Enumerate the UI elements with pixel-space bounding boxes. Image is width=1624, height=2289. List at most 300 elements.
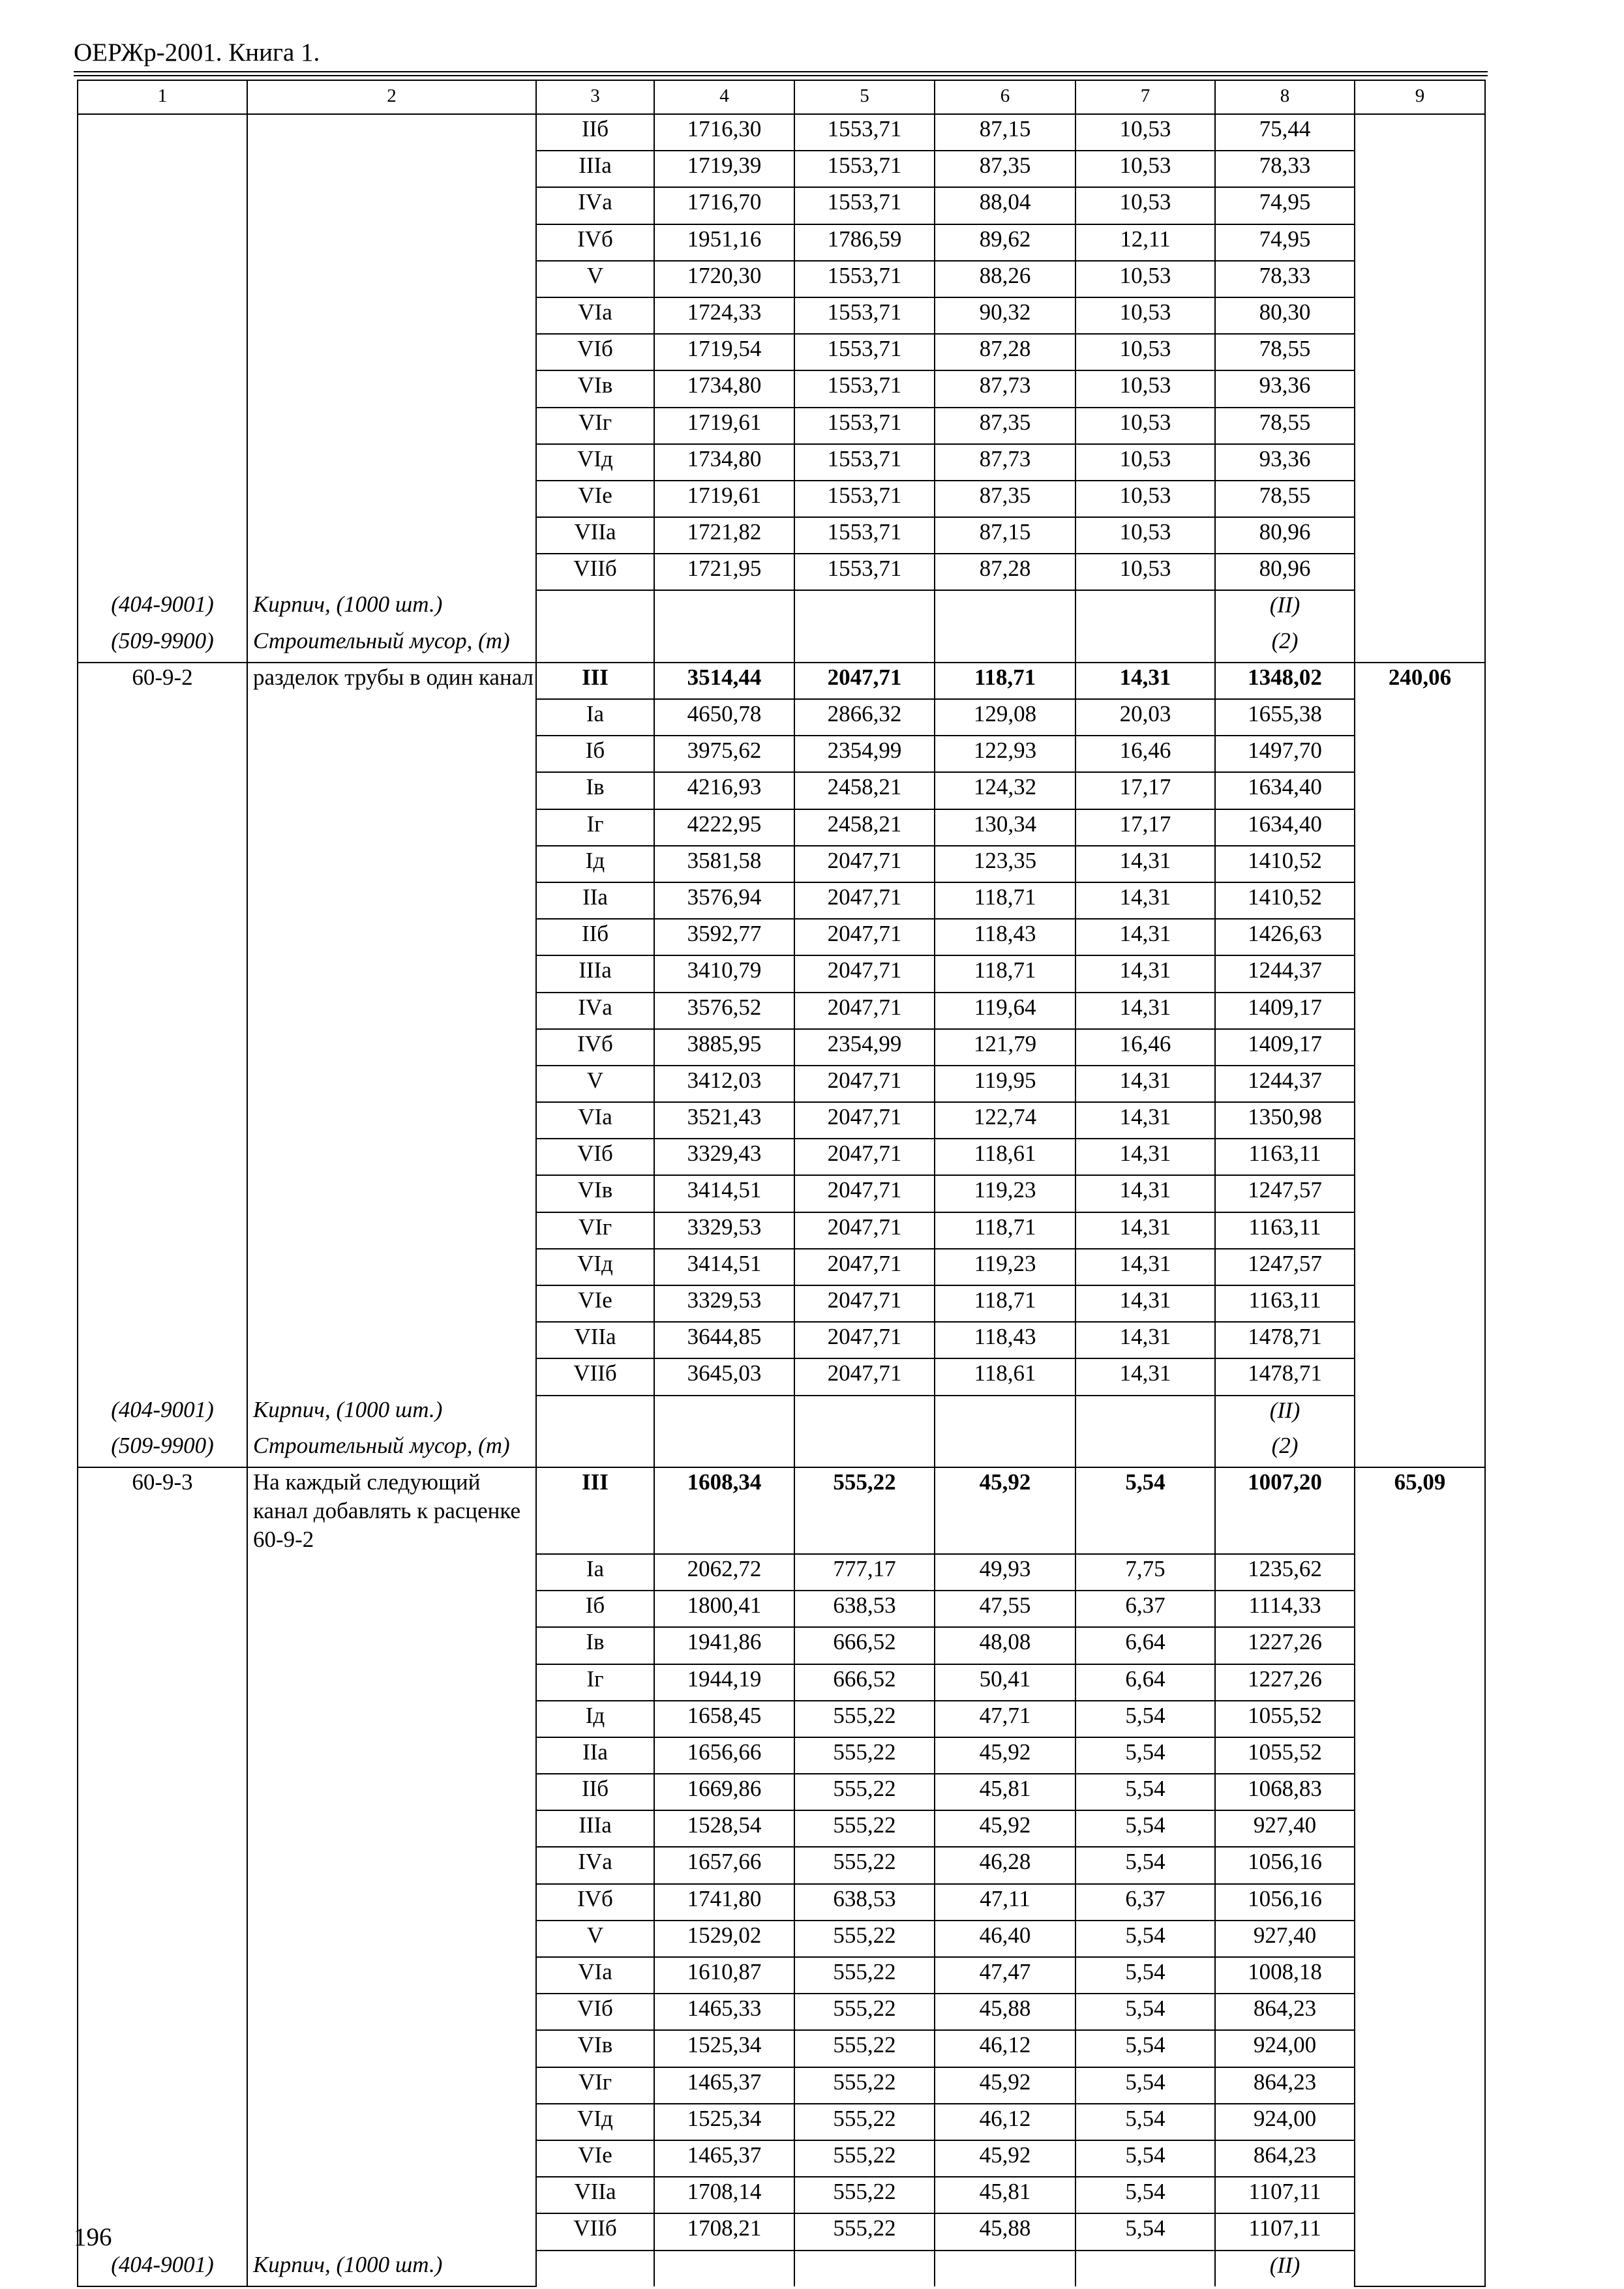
rate-row	[78, 993, 1485, 1029]
machine-cost: 49,93	[935, 1554, 1075, 1591]
zone-code: VIIа	[536, 517, 654, 554]
machinist-wage: 14,31	[1075, 1322, 1215, 1358]
direct-cost: 4222,95	[654, 809, 794, 846]
work-description	[247, 187, 536, 224]
labor-cost: 1553,71	[794, 554, 935, 590]
rate-row	[78, 2104, 1485, 2140]
machine-cost: 89,62	[935, 224, 1075, 261]
machinist-wage: 14,31	[1075, 1212, 1215, 1249]
rate-code	[78, 1249, 247, 1285]
work-description	[247, 1285, 536, 1322]
machine-cost: 47,11	[935, 1884, 1075, 1921]
labor-hours	[1355, 1285, 1485, 1322]
labor-cost: 2354,99	[794, 1029, 935, 1066]
rate-row	[78, 1212, 1485, 1249]
machinist-wage: 12,11	[1075, 224, 1215, 261]
labor-hours	[1355, 1774, 1485, 1810]
resource-code: (404-9001)	[78, 2251, 247, 2286]
machine-cost: 87,15	[935, 517, 1075, 554]
labor-hours	[1355, 370, 1485, 407]
rate-code	[78, 699, 247, 736]
machine-cost: 87,73	[935, 370, 1075, 407]
zone-code: IVб	[536, 1029, 654, 1066]
empty-cell	[935, 1396, 1075, 1431]
empty-cell	[654, 590, 794, 626]
material-cost: 75,44	[1215, 114, 1355, 151]
zone-code: IIб	[536, 1774, 654, 1810]
direct-cost: 1658,45	[654, 1701, 794, 1737]
zone-code: IVа	[536, 993, 654, 1029]
machine-cost: 118,61	[935, 1358, 1075, 1395]
material-cost: 74,95	[1215, 187, 1355, 224]
labor-cost: 1553,71	[794, 481, 935, 517]
column-number: 2	[247, 80, 536, 114]
rate-row	[78, 846, 1485, 882]
direct-cost: 1741,80	[654, 1884, 794, 1921]
rate-code	[78, 1884, 247, 1921]
rate-code	[78, 370, 247, 407]
resource-row	[78, 1431, 1485, 1467]
zone-code: Iд	[536, 1701, 654, 1737]
zone-code: IIIа	[536, 955, 654, 992]
zone-code: VIв	[536, 2030, 654, 2067]
work-description: На каждый следующий канал добавлять к расценке 60-9-2	[247, 1467, 536, 1554]
zone-code: IIа	[536, 882, 654, 919]
direct-cost: 3592,77	[654, 919, 794, 955]
material-cost: 1107,11	[1215, 2213, 1355, 2250]
empty-cell	[794, 1396, 935, 1431]
machine-cost: 45,92	[935, 2067, 1075, 2104]
empty-cell	[794, 1431, 935, 1467]
rate-row	[78, 1467, 1485, 1554]
labor-hours	[1355, 187, 1485, 224]
work-description	[247, 408, 536, 444]
empty-cell	[654, 1396, 794, 1431]
rate-code	[78, 444, 247, 481]
zone-code: IIб	[536, 114, 654, 151]
labor-hours	[1355, 2177, 1485, 2213]
header-rule-top	[74, 71, 1488, 72]
rate-row	[78, 408, 1485, 444]
resource-name: Строительный мусор, (т)	[247, 627, 536, 663]
work-description	[247, 114, 536, 151]
machinist-wage: 14,31	[1075, 1358, 1215, 1395]
direct-cost: 3576,94	[654, 882, 794, 919]
rate-code	[78, 334, 247, 370]
rate-row	[78, 114, 1485, 151]
zone-code: VIIб	[536, 1358, 654, 1395]
rate-code	[78, 1774, 247, 1810]
zone-code: VIа	[536, 1957, 654, 1994]
labor-cost: 2047,71	[794, 1139, 935, 1175]
empty-cell	[654, 627, 794, 663]
machine-cost: 122,93	[935, 736, 1075, 772]
rate-code	[78, 517, 247, 554]
material-cost: 1008,18	[1215, 1957, 1355, 1994]
material-cost: 80,96	[1215, 554, 1355, 590]
machine-cost: 118,71	[935, 1212, 1075, 1249]
labor-hours	[1355, 1847, 1485, 1883]
empty-cell	[1355, 1396, 1485, 1431]
labor-cost: 555,22	[794, 1957, 935, 1994]
empty-cell	[1075, 627, 1215, 663]
machine-cost: 47,55	[935, 1591, 1075, 1627]
column-number: 8	[1215, 80, 1355, 114]
direct-cost: 3329,53	[654, 1212, 794, 1249]
work-description	[247, 1774, 536, 1810]
direct-cost: 1734,80	[654, 370, 794, 407]
material-cost: 924,00	[1215, 2030, 1355, 2067]
empty-cell	[794, 627, 935, 663]
resource-row	[78, 627, 1485, 663]
machinist-wage: 5,54	[1075, 1957, 1215, 1994]
rate-code	[78, 2104, 247, 2140]
work-description	[247, 1884, 536, 1921]
empty-cell	[1355, 627, 1485, 663]
zone-code: Iб	[536, 1591, 654, 1627]
direct-cost: 1944,19	[654, 1664, 794, 1701]
labor-hours	[1355, 2104, 1485, 2140]
rate-code	[78, 1737, 247, 1774]
labor-cost: 2047,71	[794, 1175, 935, 1212]
direct-cost: 1951,16	[654, 224, 794, 261]
column-number: 3	[536, 80, 654, 114]
machinist-wage: 10,53	[1075, 481, 1215, 517]
rate-row	[78, 1249, 1485, 1285]
labor-hours	[1355, 846, 1485, 882]
labor-cost: 2047,71	[794, 1322, 935, 1358]
machine-cost: 50,41	[935, 1664, 1075, 1701]
machine-cost: 87,73	[935, 444, 1075, 481]
labor-hours	[1355, 1554, 1485, 1591]
resource-value: (II)	[1215, 2251, 1355, 2286]
labor-cost: 1553,71	[794, 370, 935, 407]
work-description	[247, 919, 536, 955]
zone-code: IVа	[536, 187, 654, 224]
labor-cost: 555,22	[794, 2067, 935, 2104]
labor-hours	[1355, 1957, 1485, 1994]
rate-row	[78, 919, 1485, 955]
zone-code: IVб	[536, 224, 654, 261]
material-cost: 927,40	[1215, 1810, 1355, 1847]
labor-hours	[1355, 1921, 1485, 1957]
machine-cost: 118,43	[935, 1322, 1075, 1358]
work-description	[247, 809, 536, 846]
work-description	[247, 1139, 536, 1175]
work-description	[247, 1847, 536, 1883]
rate-row	[78, 444, 1485, 481]
rate-code: 60-9-2	[78, 663, 247, 699]
empty-cell	[536, 590, 654, 626]
machine-cost: 45,81	[935, 1774, 1075, 1810]
work-description	[247, 1554, 536, 1591]
rate-row	[78, 370, 1485, 407]
rate-code	[78, 736, 247, 772]
rate-code	[78, 224, 247, 261]
machinist-wage: 5,54	[1075, 1701, 1215, 1737]
resource-row	[78, 1396, 1485, 1431]
work-description	[247, 2104, 536, 2140]
labor-cost: 2047,71	[794, 1285, 935, 1322]
material-cost: 78,33	[1215, 151, 1355, 187]
direct-cost: 3414,51	[654, 1175, 794, 1212]
work-description	[247, 1249, 536, 1285]
empty-cell	[536, 627, 654, 663]
machine-cost: 90,32	[935, 297, 1075, 334]
rate-code	[78, 2177, 247, 2213]
machinist-wage: 10,53	[1075, 444, 1215, 481]
rate-row	[78, 1591, 1485, 1627]
direct-cost: 3975,62	[654, 736, 794, 772]
labor-hours	[1355, 809, 1485, 846]
machinist-wage: 5,54	[1075, 2030, 1215, 2067]
column-number-row	[78, 80, 1485, 114]
empty-cell	[935, 627, 1075, 663]
material-cost: 1007,20	[1215, 1467, 1355, 1554]
direct-cost: 1800,41	[654, 1591, 794, 1627]
work-description	[247, 1921, 536, 1957]
machinist-wage: 5,54	[1075, 1737, 1215, 1774]
rate-code	[78, 1810, 247, 1847]
rate-row	[78, 2213, 1485, 2250]
labor-hours	[1355, 736, 1485, 772]
page-number: 196	[74, 2223, 112, 2251]
labor-cost: 555,22	[794, 1774, 935, 1810]
rate-code	[78, 1994, 247, 2030]
material-cost: 1247,57	[1215, 1175, 1355, 1212]
labor-cost: 638,53	[794, 1591, 935, 1627]
direct-cost: 3581,58	[654, 846, 794, 882]
direct-cost: 1708,21	[654, 2213, 794, 2250]
machine-cost: 88,26	[935, 261, 1075, 297]
material-cost: 1497,70	[1215, 736, 1355, 772]
machine-cost: 47,47	[935, 1957, 1075, 1994]
machine-cost: 46,40	[935, 1921, 1075, 1957]
rate-row	[78, 2030, 1485, 2067]
machinist-wage: 10,53	[1075, 261, 1215, 297]
labor-cost: 555,22	[794, 1467, 935, 1554]
rate-code	[78, 1175, 247, 1212]
rate-row	[78, 1554, 1485, 1591]
rate-row	[78, 1322, 1485, 1358]
column-number: 4	[654, 80, 794, 114]
machinist-wage: 14,31	[1075, 955, 1215, 992]
material-cost: 864,23	[1215, 2067, 1355, 2104]
rate-code	[78, 2140, 247, 2177]
machinist-wage: 10,53	[1075, 187, 1215, 224]
zone-code: VIIб	[536, 554, 654, 590]
rate-row	[78, 187, 1485, 224]
rate-code	[78, 1847, 247, 1883]
zone-code: Iв	[536, 1627, 654, 1664]
work-description	[247, 481, 536, 517]
machinist-wage: 14,31	[1075, 663, 1215, 699]
zone-code: VIе	[536, 1285, 654, 1322]
machinist-wage: 14,31	[1075, 1249, 1215, 1285]
rate-code	[78, 187, 247, 224]
zone-code: VIIа	[536, 1322, 654, 1358]
rate-row	[78, 1957, 1485, 1994]
rate-row	[78, 663, 1485, 699]
resource-name: Кирпич, (1000 шт.)	[247, 2251, 536, 2286]
rate-code: 60-9-3	[78, 1467, 247, 1554]
machine-cost: 118,71	[935, 663, 1075, 699]
machine-cost: 122,74	[935, 1102, 1075, 1139]
rate-row	[78, 1847, 1485, 1883]
rate-code	[78, 1285, 247, 1322]
direct-cost: 1719,54	[654, 334, 794, 370]
rate-code	[78, 772, 247, 809]
material-cost: 864,23	[1215, 2140, 1355, 2177]
work-description	[247, 1358, 536, 1395]
resource-code: (509-9900)	[78, 1431, 247, 1467]
rate-row	[78, 882, 1485, 919]
empty-cell	[794, 590, 935, 626]
work-description	[247, 370, 536, 407]
machinist-wage: 14,31	[1075, 882, 1215, 919]
rate-code	[78, 297, 247, 334]
direct-cost: 3645,03	[654, 1358, 794, 1395]
rate-row	[78, 1737, 1485, 1774]
labor-cost: 666,52	[794, 1627, 935, 1664]
zone-code: Iа	[536, 1554, 654, 1591]
labor-cost: 2458,21	[794, 772, 935, 809]
resource-value: (2)	[1215, 627, 1355, 663]
material-cost: 78,33	[1215, 261, 1355, 297]
column-number: 7	[1075, 80, 1215, 114]
labor-cost: 555,22	[794, 2177, 935, 2213]
labor-hours	[1355, 2140, 1485, 2177]
rate-code	[78, 955, 247, 992]
rate-code	[78, 2067, 247, 2104]
zone-code: VIг	[536, 408, 654, 444]
labor-hours	[1355, 261, 1485, 297]
labor-hours	[1355, 1212, 1485, 1249]
labor-cost: 2047,71	[794, 993, 935, 1029]
empty-cell	[536, 1396, 654, 1431]
labor-cost: 777,17	[794, 1554, 935, 1591]
direct-cost: 1708,14	[654, 2177, 794, 2213]
page-header-title: ОЕРЖр-2001. Книга 1.	[74, 38, 320, 67]
rate-code	[78, 919, 247, 955]
rate-code	[78, 2030, 247, 2067]
rate-row	[78, 1994, 1485, 2030]
work-description	[247, 261, 536, 297]
column-number: 1	[78, 80, 247, 114]
zone-code: IIб	[536, 919, 654, 955]
zone-code: IVб	[536, 1884, 654, 1921]
rate-code	[78, 993, 247, 1029]
rate-row	[78, 699, 1485, 736]
labor-hours	[1355, 1737, 1485, 1774]
material-cost: 1056,16	[1215, 1884, 1355, 1921]
machinist-wage: 16,46	[1075, 1029, 1215, 1066]
empty-cell	[536, 1431, 654, 1467]
work-description	[247, 882, 536, 919]
material-cost: 1634,40	[1215, 809, 1355, 846]
machine-cost: 45,92	[935, 1810, 1075, 1847]
labor-hours	[1355, 297, 1485, 334]
rate-row	[78, 224, 1485, 261]
empty-cell	[794, 2251, 935, 2286]
zone-code: VIв	[536, 370, 654, 407]
labor-hours	[1355, 1701, 1485, 1737]
rate-row	[78, 809, 1485, 846]
labor-cost: 555,22	[794, 1994, 935, 2030]
zone-code: V	[536, 261, 654, 297]
rate-code	[78, 261, 247, 297]
rate-row	[78, 2177, 1485, 2213]
material-cost: 864,23	[1215, 1994, 1355, 2030]
rate-code	[78, 114, 247, 151]
machinist-wage: 5,54	[1075, 2140, 1215, 2177]
material-cost: 1410,52	[1215, 882, 1355, 919]
rate-code	[78, 809, 247, 846]
zone-code: VIа	[536, 297, 654, 334]
machine-cost: 124,32	[935, 772, 1075, 809]
zone-code: VIд	[536, 1249, 654, 1285]
rate-code	[78, 846, 247, 882]
labor-cost: 2047,71	[794, 1066, 935, 1102]
zone-code: VIе	[536, 481, 654, 517]
empty-cell	[1355, 590, 1485, 626]
machinist-wage: 14,31	[1075, 993, 1215, 1029]
machine-cost: 118,43	[935, 919, 1075, 955]
resource-row	[78, 2251, 1485, 2286]
machine-cost: 87,15	[935, 114, 1075, 151]
machinist-wage: 6,37	[1075, 1591, 1215, 1627]
work-description	[247, 1029, 536, 1066]
material-cost: 93,36	[1215, 370, 1355, 407]
labor-hours	[1355, 151, 1485, 187]
labor-hours	[1355, 1591, 1485, 1627]
labor-cost: 555,22	[794, 2140, 935, 2177]
material-cost: 1634,40	[1215, 772, 1355, 809]
empty-cell	[1075, 2251, 1215, 2286]
rates-table	[77, 80, 1486, 2287]
labor-hours	[1355, 882, 1485, 919]
machinist-wage: 10,53	[1075, 554, 1215, 590]
labor-hours	[1355, 1029, 1485, 1066]
labor-hours	[1355, 1322, 1485, 1358]
machinist-wage: 10,53	[1075, 408, 1215, 444]
rate-row	[78, 1029, 1485, 1066]
zone-code: VIIа	[536, 2177, 654, 2213]
machine-cost: 118,71	[935, 882, 1075, 919]
work-description	[247, 1175, 536, 1212]
material-cost: 1055,52	[1215, 1701, 1355, 1737]
rate-code	[78, 1921, 247, 1957]
direct-cost: 3414,51	[654, 1249, 794, 1285]
zone-code: VIд	[536, 2104, 654, 2140]
direct-cost: 1719,39	[654, 151, 794, 187]
resource-name: Кирпич, (1000 шт.)	[247, 1396, 536, 1431]
direct-cost: 1465,33	[654, 1994, 794, 2030]
labor-cost: 1553,71	[794, 334, 935, 370]
material-cost: 1055,52	[1215, 1737, 1355, 1774]
work-description	[247, 1066, 536, 1102]
rate-row	[78, 1627, 1485, 1664]
labor-cost: 2047,71	[794, 846, 935, 882]
rate-code	[78, 1664, 247, 1701]
zone-code: IIIа	[536, 151, 654, 187]
labor-cost: 2047,71	[794, 919, 935, 955]
material-cost: 1409,17	[1215, 993, 1355, 1029]
labor-cost: 2458,21	[794, 809, 935, 846]
empty-cell	[536, 2251, 654, 2286]
labor-hours	[1355, 517, 1485, 554]
rate-code	[78, 1957, 247, 1994]
